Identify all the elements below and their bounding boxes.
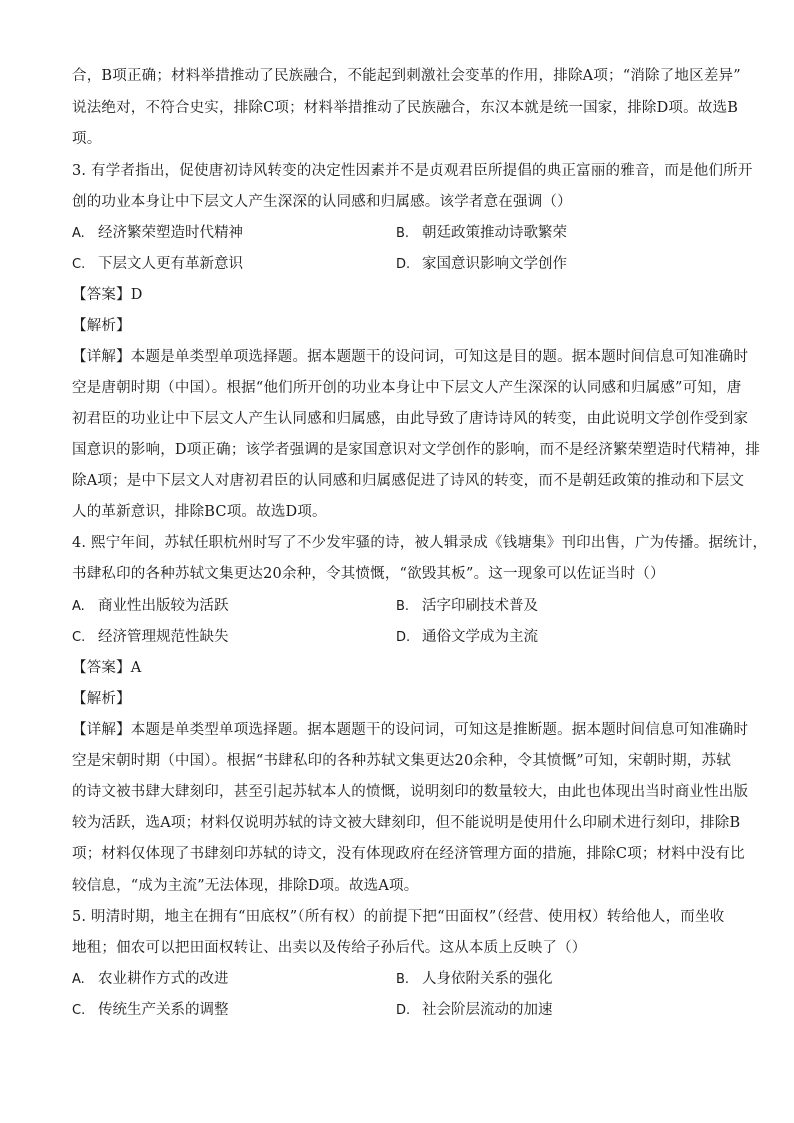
q3-analysis-label: 【解析】 bbox=[72, 318, 131, 334]
q3-option-a bbox=[72, 223, 243, 244]
option-text: 传统生产关系的调整 bbox=[98, 1002, 229, 1018]
question-3-stem: 3. 有学者指出，促使唐初诗风转变的决定性因素并不是贞观君臣所提倡的典正富丽的雅音，而是他们所开 bbox=[72, 163, 753, 179]
option-key: B. bbox=[396, 599, 410, 614]
prev-analysis-line: 合，B项正确；材料举措推动了民族融合，不能起到刺激社会变革的作用，排除A项；“消除了地区差异” bbox=[72, 68, 741, 84]
q3-detail-line: 空是唐朝时期（中国）。根据“他们所开创的功业本身让中下层文人产生深深的认同感和归属感”可知，唐 bbox=[72, 380, 742, 396]
q4-detail-line: 空是宋朝时期（中国）。根据“书肆私印的各种苏轼文集更达20余种，令其愤慨”可知，宋朝时期，苏轼 bbox=[72, 753, 731, 769]
q3-option-b bbox=[396, 223, 567, 244]
q5-option-b bbox=[396, 969, 553, 990]
q3-option-c bbox=[72, 254, 243, 275]
q3-option-d bbox=[396, 254, 567, 275]
option-text: 活字印刷技术普及 bbox=[422, 598, 538, 614]
q4-answer: 【答案】A bbox=[72, 660, 142, 676]
option-text: 经济管理规范性缺失 bbox=[98, 629, 229, 645]
question-5-stem: 5. 明清时期，地主在拥有“田底权”（所有权）的前提下把“田面权”（经营、使用权）转给他人，而坐收 bbox=[72, 909, 725, 925]
option-text: 朝廷政策推动诗歌繁荣 bbox=[422, 225, 567, 241]
q4-detail-line: 项；材料仅体现了书肆刻印苏轼的诗文，没有体现政府在经济管理方面的措施，排除C项；材料中没有比 bbox=[72, 846, 745, 862]
prev-analysis-line: 说法绝对，不符合史实，排除C项；材料举措推动了民族融合，东汉本就是统一国家，排除D项。故选B bbox=[72, 100, 739, 116]
q3-detail-line: 初君臣的功业让中下层文人产生认同感和归属感，由此导致了唐诗诗风的转变，由此说明文学创作受到家 bbox=[72, 411, 749, 427]
q5-option-a bbox=[72, 969, 229, 990]
option-key: A. bbox=[72, 226, 85, 241]
q4-analysis-label: 【解析】 bbox=[72, 691, 131, 707]
q3-detail-line: 人的革新意识，排除BC项。故选D项。 bbox=[72, 504, 327, 520]
option-key: C. bbox=[72, 1003, 86, 1018]
q3-detail-line: 【详解】本题是单类型单项选择题。据本题题干的设问词，可知这是目的题。据本题时间信息可知准确时 bbox=[72, 349, 749, 365]
option-key: D. bbox=[396, 1003, 411, 1018]
option-text: 通俗文学成为主流 bbox=[422, 629, 538, 645]
question-4-stem: 4. 熙宁年间，苏轼任职杭州时写了不少发牢骚的诗，被人辑录成《钱塘集》刊印出售，广为传播。据统计， bbox=[72, 535, 768, 551]
q4-detail-line: 较为活跃，选A项；材料仅说明苏轼的诗文被大肆刻印，但不能说明是使用什么印刷术进行刻印，排除B bbox=[72, 815, 741, 831]
q4-detail-line: 较信息，“成为主流”无法体现，排除D项。故选A项。 bbox=[72, 878, 419, 894]
option-key: B. bbox=[396, 972, 410, 987]
option-key: A. bbox=[72, 972, 85, 987]
question-5-stem: 地租；佃农可以把田面权转让、出卖以及传给子孙后代。这从本质上反映了（） bbox=[72, 940, 587, 956]
q3-answer: 【答案】D bbox=[72, 287, 143, 303]
q3-detail-line: 除A项；是中下层文人对唐初君臣的认同感和归属感促进了诗风的转变，而不是朝廷政策的推动和下层文 bbox=[72, 473, 745, 489]
q4-option-a bbox=[72, 596, 229, 617]
question-4-stem: 书肆私印的各种苏轼文集更达20余种，令其愤慨，“欲毁其板”。这一现象可以佐证当时（） bbox=[72, 566, 665, 582]
option-key: B. bbox=[396, 226, 410, 241]
option-text: 下层文人更有革新意识 bbox=[98, 256, 243, 272]
q4-option-b bbox=[396, 596, 538, 617]
option-text: 商业性出版较为活跃 bbox=[98, 598, 229, 614]
option-text: 农业耕作方式的改进 bbox=[98, 971, 229, 987]
option-text: 家国意识影响文学创作 bbox=[422, 256, 567, 272]
q4-detail-line: 的诗文被书肆大肆刻印，甚至引起苏轼本人的愤慨，说明刻印的数量较大，由此也体现出当时商业性出版 bbox=[72, 784, 749, 800]
option-text: 社会阶层流动的加速 bbox=[422, 1002, 553, 1018]
option-text: 人身依附关系的强化 bbox=[422, 971, 553, 987]
option-key: D. bbox=[396, 257, 411, 272]
q5-option-d bbox=[396, 1000, 553, 1021]
option-key: A. bbox=[72, 599, 85, 614]
q4-detail-line: 【详解】本题是单类型单项选择题。据本题题干的设问词，可知这是推断题。据本题时间信息可知准确时 bbox=[72, 722, 749, 738]
option-key: C. bbox=[72, 257, 86, 272]
option-text: 经济繁荣塑造时代精神 bbox=[98, 225, 243, 241]
q3-detail-line: 国意识的影响，D项正确；该学者强调的是家国意识对文学创作的影响，而不是经济繁荣塑造时代精神，排 bbox=[72, 442, 761, 458]
prev-analysis-line: 项。 bbox=[72, 131, 102, 147]
q4-option-c bbox=[72, 627, 229, 648]
q4-option-d bbox=[396, 627, 538, 648]
option-key: D. bbox=[396, 630, 411, 645]
q5-option-c bbox=[72, 1000, 229, 1021]
option-key: C. bbox=[72, 630, 86, 645]
question-3-stem: 创的功业本身让中下层文人产生深深的认同感和归属感。该学者意在强调（） bbox=[72, 194, 572, 210]
